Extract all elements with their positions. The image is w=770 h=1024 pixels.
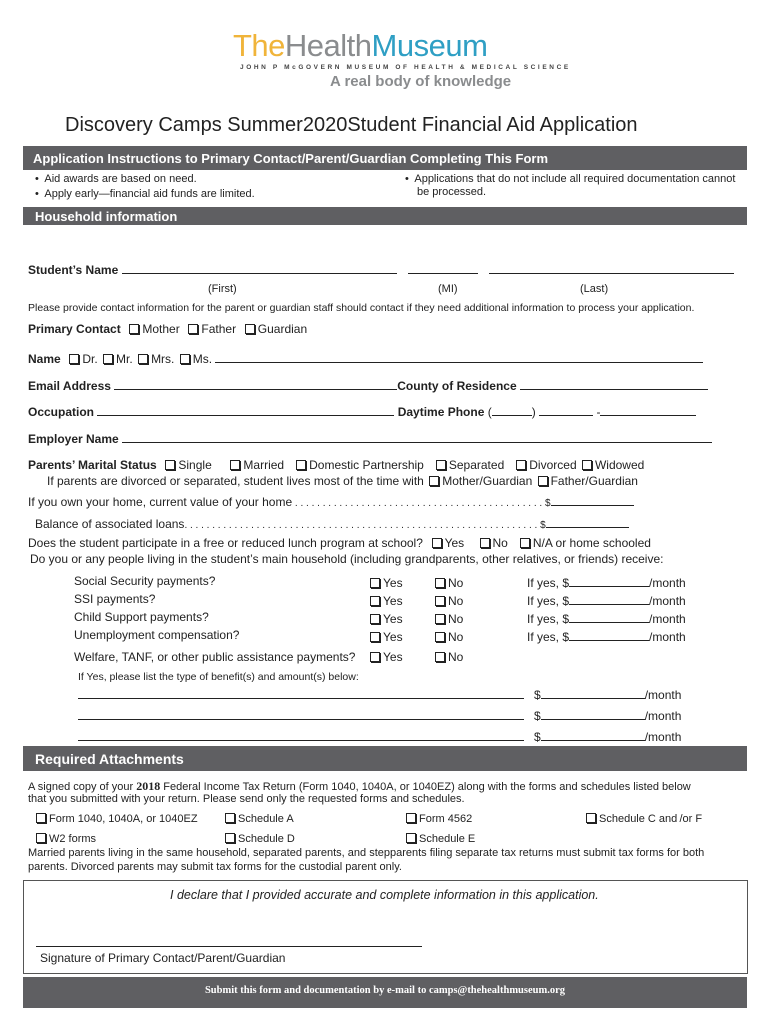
welfare-yes: Yes: [368, 650, 403, 664]
mrs-checkbox[interactable]: [138, 354, 148, 364]
unemployment-yes-checkbox[interactable]: [370, 632, 380, 642]
married-checkbox[interactable]: [230, 460, 240, 470]
welfare-yes-checkbox[interactable]: [370, 652, 380, 662]
student-first-name-field[interactable]: [122, 261, 397, 274]
form-option: Form 1040, 1040A, or 1040EZ: [34, 813, 198, 825]
home-value-field[interactable]: [551, 493, 634, 506]
unemployment-no-checkbox[interactable]: [435, 632, 445, 642]
attachments-para1: A signed copy of your 2018 Federal Income Tax Return (Form 1040, 1040A, or 1040EZ) along with the forms and schedules listed below: [28, 779, 691, 793]
ss-amount-field[interactable]: [569, 574, 649, 587]
form-option: Schedule C and /or F: [584, 813, 702, 825]
home-value-row: If you own your home, current value of your home . . . . . . . . . . . . . . . . . . . . . . . . . . . . . . . . . . . . . . . . . . . . . $: [28, 493, 634, 509]
phone-area-field[interactable]: [492, 403, 532, 416]
logo-museum: Museum: [371, 28, 488, 63]
benefit-type-field[interactable]: [78, 707, 524, 720]
employer-field[interactable]: [122, 430, 712, 443]
receive-question: Do you or any people living in the student’s main household (including grandparents, other relatives, or friends) receive:: [30, 552, 664, 566]
student-last-name-field[interactable]: [489, 261, 734, 274]
single-checkbox[interactable]: [165, 460, 175, 470]
lives-mother-checkbox[interactable]: [429, 476, 439, 486]
benefit-row: Unemployment compensation?: [74, 628, 240, 642]
declaration-text: I declare that I provided accurate and complete information in this application.: [170, 888, 599, 902]
instructions-header: Application Instructions to Primary Contact/Parent/Guardian Completing This Form: [23, 146, 747, 170]
last-caption: (Last): [580, 283, 609, 295]
lunch-no-checkbox[interactable]: [480, 538, 490, 548]
ssi-no-checkbox[interactable]: [435, 596, 445, 606]
benefit-row: Social Security payments?: [74, 574, 216, 588]
benefit-amount-field[interactable]: [541, 728, 645, 741]
schedule-a-checkbox[interactable]: [225, 813, 235, 823]
yes-col: Yes Yes Yes Yes: [368, 574, 403, 646]
signature-label: Signature of Primary Contact/Parent/Guardian: [40, 951, 286, 965]
logo-tagline: A real body of knowledge: [330, 73, 512, 90]
form-option: Form 4562: [404, 813, 472, 825]
mr-checkbox[interactable]: [103, 354, 113, 364]
instruction-right: • Applications that do not include all required documentation cannot: [405, 173, 736, 185]
ms-checkbox[interactable]: [180, 354, 190, 364]
loans-field[interactable]: [546, 515, 629, 528]
child-support-no-checkbox[interactable]: [435, 614, 445, 624]
occupation-row: Occupation Daytime Phone ( ) -: [28, 403, 696, 419]
student-mi-field[interactable]: [408, 261, 478, 274]
benefit-row: Child Support payments?: [74, 610, 209, 624]
list-note: If Yes, please list the type of benefit(s) and amount(s) below:: [78, 671, 359, 683]
welfare-no: No: [433, 650, 463, 664]
phone-prefix-field[interactable]: [539, 403, 593, 416]
footer-bar: Submit this form and documentation by e-mail to camps@thehealthmuseum.org: [23, 977, 747, 1008]
unemployment-amount-field[interactable]: [569, 628, 649, 641]
dr-checkbox[interactable]: [69, 354, 79, 364]
logo-the: The: [233, 28, 285, 63]
marital-row: Parents’ Marital Status Single Married Domestic Partnership Separated Divorced Widowed: [28, 458, 645, 472]
county-field[interactable]: [520, 377, 708, 390]
logo-health: Health: [284, 28, 372, 63]
page-title: Discovery Camps Summer2020Student Financial Aid Application: [65, 114, 638, 136]
guardian-checkbox[interactable]: [245, 324, 255, 334]
email-field[interactable]: [114, 377, 397, 390]
welfare-no-checkbox[interactable]: [435, 652, 445, 662]
benefit-row: Welfare, TANF, or other public assistance payments?: [74, 650, 356, 664]
mi-caption: (MI): [438, 283, 458, 295]
domestic-partnership-checkbox[interactable]: [296, 460, 306, 470]
instruction-left-1: • Aid awards are based on need.: [35, 173, 197, 185]
instruction-right-cont: be processed.: [417, 186, 487, 198]
form-option: Schedule A: [223, 813, 294, 825]
benefit-list-row: $ /month: [78, 728, 681, 744]
child-support-yes-checkbox[interactable]: [370, 614, 380, 624]
student-name-row: Student’s Name: [28, 261, 734, 277]
ss-no-checkbox[interactable]: [435, 578, 445, 588]
form-1040-checkbox[interactable]: [36, 813, 46, 823]
loans-row: Balance of associated loans. . . . . . . . . . . . . . . . . . . . . . . . . . . . . . . . . . . . . . . . . . . . . . . . . . . . . . . . . . . . . . . . $: [35, 515, 629, 531]
occupation-field[interactable]: [97, 403, 394, 416]
attachments-para1-cont: that you submitted with your return. Please send only the requested forms and schedules.: [28, 793, 465, 805]
first-caption: (First): [208, 283, 237, 295]
logo-subtitle: JOHN P McGOVERN MUSEUM OF HEALTH & MEDICAL SCIENCE: [240, 64, 571, 71]
benefit-row: SSI payments?: [74, 592, 156, 606]
lives-father-checkbox[interactable]: [538, 476, 548, 486]
benefit-amount-field[interactable]: [541, 707, 645, 720]
benefit-amount-field[interactable]: [541, 686, 645, 699]
divorced-checkbox[interactable]: [516, 460, 526, 470]
benefit-list-row: $ /month: [78, 707, 681, 723]
form-option: W2 forms: [34, 833, 96, 845]
benefit-type-field[interactable]: [78, 728, 524, 741]
w2-checkbox[interactable]: [36, 833, 46, 843]
child-support-amount-field[interactable]: [569, 610, 649, 623]
household-header: Household information: [23, 207, 747, 225]
divorced-row: If parents are divorced or separated, student lives most of the time with Mother/Guardian Father/Guardian: [47, 474, 638, 488]
benefit-list-row: $ /month: [78, 686, 681, 702]
instruction-left-2: • Apply early—financial aid funds are limited.: [35, 188, 255, 200]
separated-checkbox[interactable]: [436, 460, 446, 470]
form-option: Schedule E: [404, 833, 475, 845]
logo: [233, 28, 487, 64]
phone-line-field[interactable]: [600, 403, 696, 416]
lunch-row: Does the student participate in a free or reduced lunch program at school? Yes No N/A or home schooled: [28, 536, 651, 550]
widowed-checkbox[interactable]: [582, 460, 592, 470]
attachments-para2-cont: parents. Divorced parents may submit tax forms for the custodial parent only.: [28, 861, 402, 873]
attachments-header: Required Attachments: [23, 746, 747, 771]
ss-yes-checkbox[interactable]: [370, 578, 380, 588]
schedule-d-checkbox[interactable]: [225, 833, 235, 843]
amount-col: If yes, $ /month If yes, $ /month If yes, $ /month If yes, $ /month: [527, 576, 686, 644]
name-row: Name Dr. Mr. Mrs. Ms.: [28, 350, 703, 366]
form-4562-checkbox[interactable]: [406, 813, 416, 823]
father-checkbox[interactable]: [188, 324, 198, 334]
schedule-c-checkbox[interactable]: [586, 813, 596, 823]
employer-row: Employer Name: [28, 430, 712, 446]
signature-line[interactable]: [36, 946, 422, 947]
form-option: Schedule D: [223, 833, 295, 845]
primary-contact-row: Primary Contact Mother Father Guardian: [28, 322, 308, 336]
mother-checkbox[interactable]: [129, 324, 139, 334]
ssi-amount-field[interactable]: [569, 592, 649, 605]
schedule-e-checkbox[interactable]: [406, 833, 416, 843]
lunch-yes-checkbox[interactable]: [432, 538, 442, 548]
benefit-type-field[interactable]: [78, 686, 524, 699]
no-col: No No No No: [433, 574, 463, 646]
attachments-para2: Married parents living in the same household, separated parents, and stepparents filing separate tax returns must submit tax forms for both: [28, 847, 705, 859]
contact-note: Please provide contact information for the parent or guardian staff should contact if they need additional information to process your application.: [28, 302, 695, 314]
email-row: Email Address County of Residence: [28, 377, 708, 393]
lunch-na-checkbox[interactable]: [520, 538, 530, 548]
contact-name-field[interactable]: [215, 350, 703, 363]
ssi-yes-checkbox[interactable]: [370, 596, 380, 606]
